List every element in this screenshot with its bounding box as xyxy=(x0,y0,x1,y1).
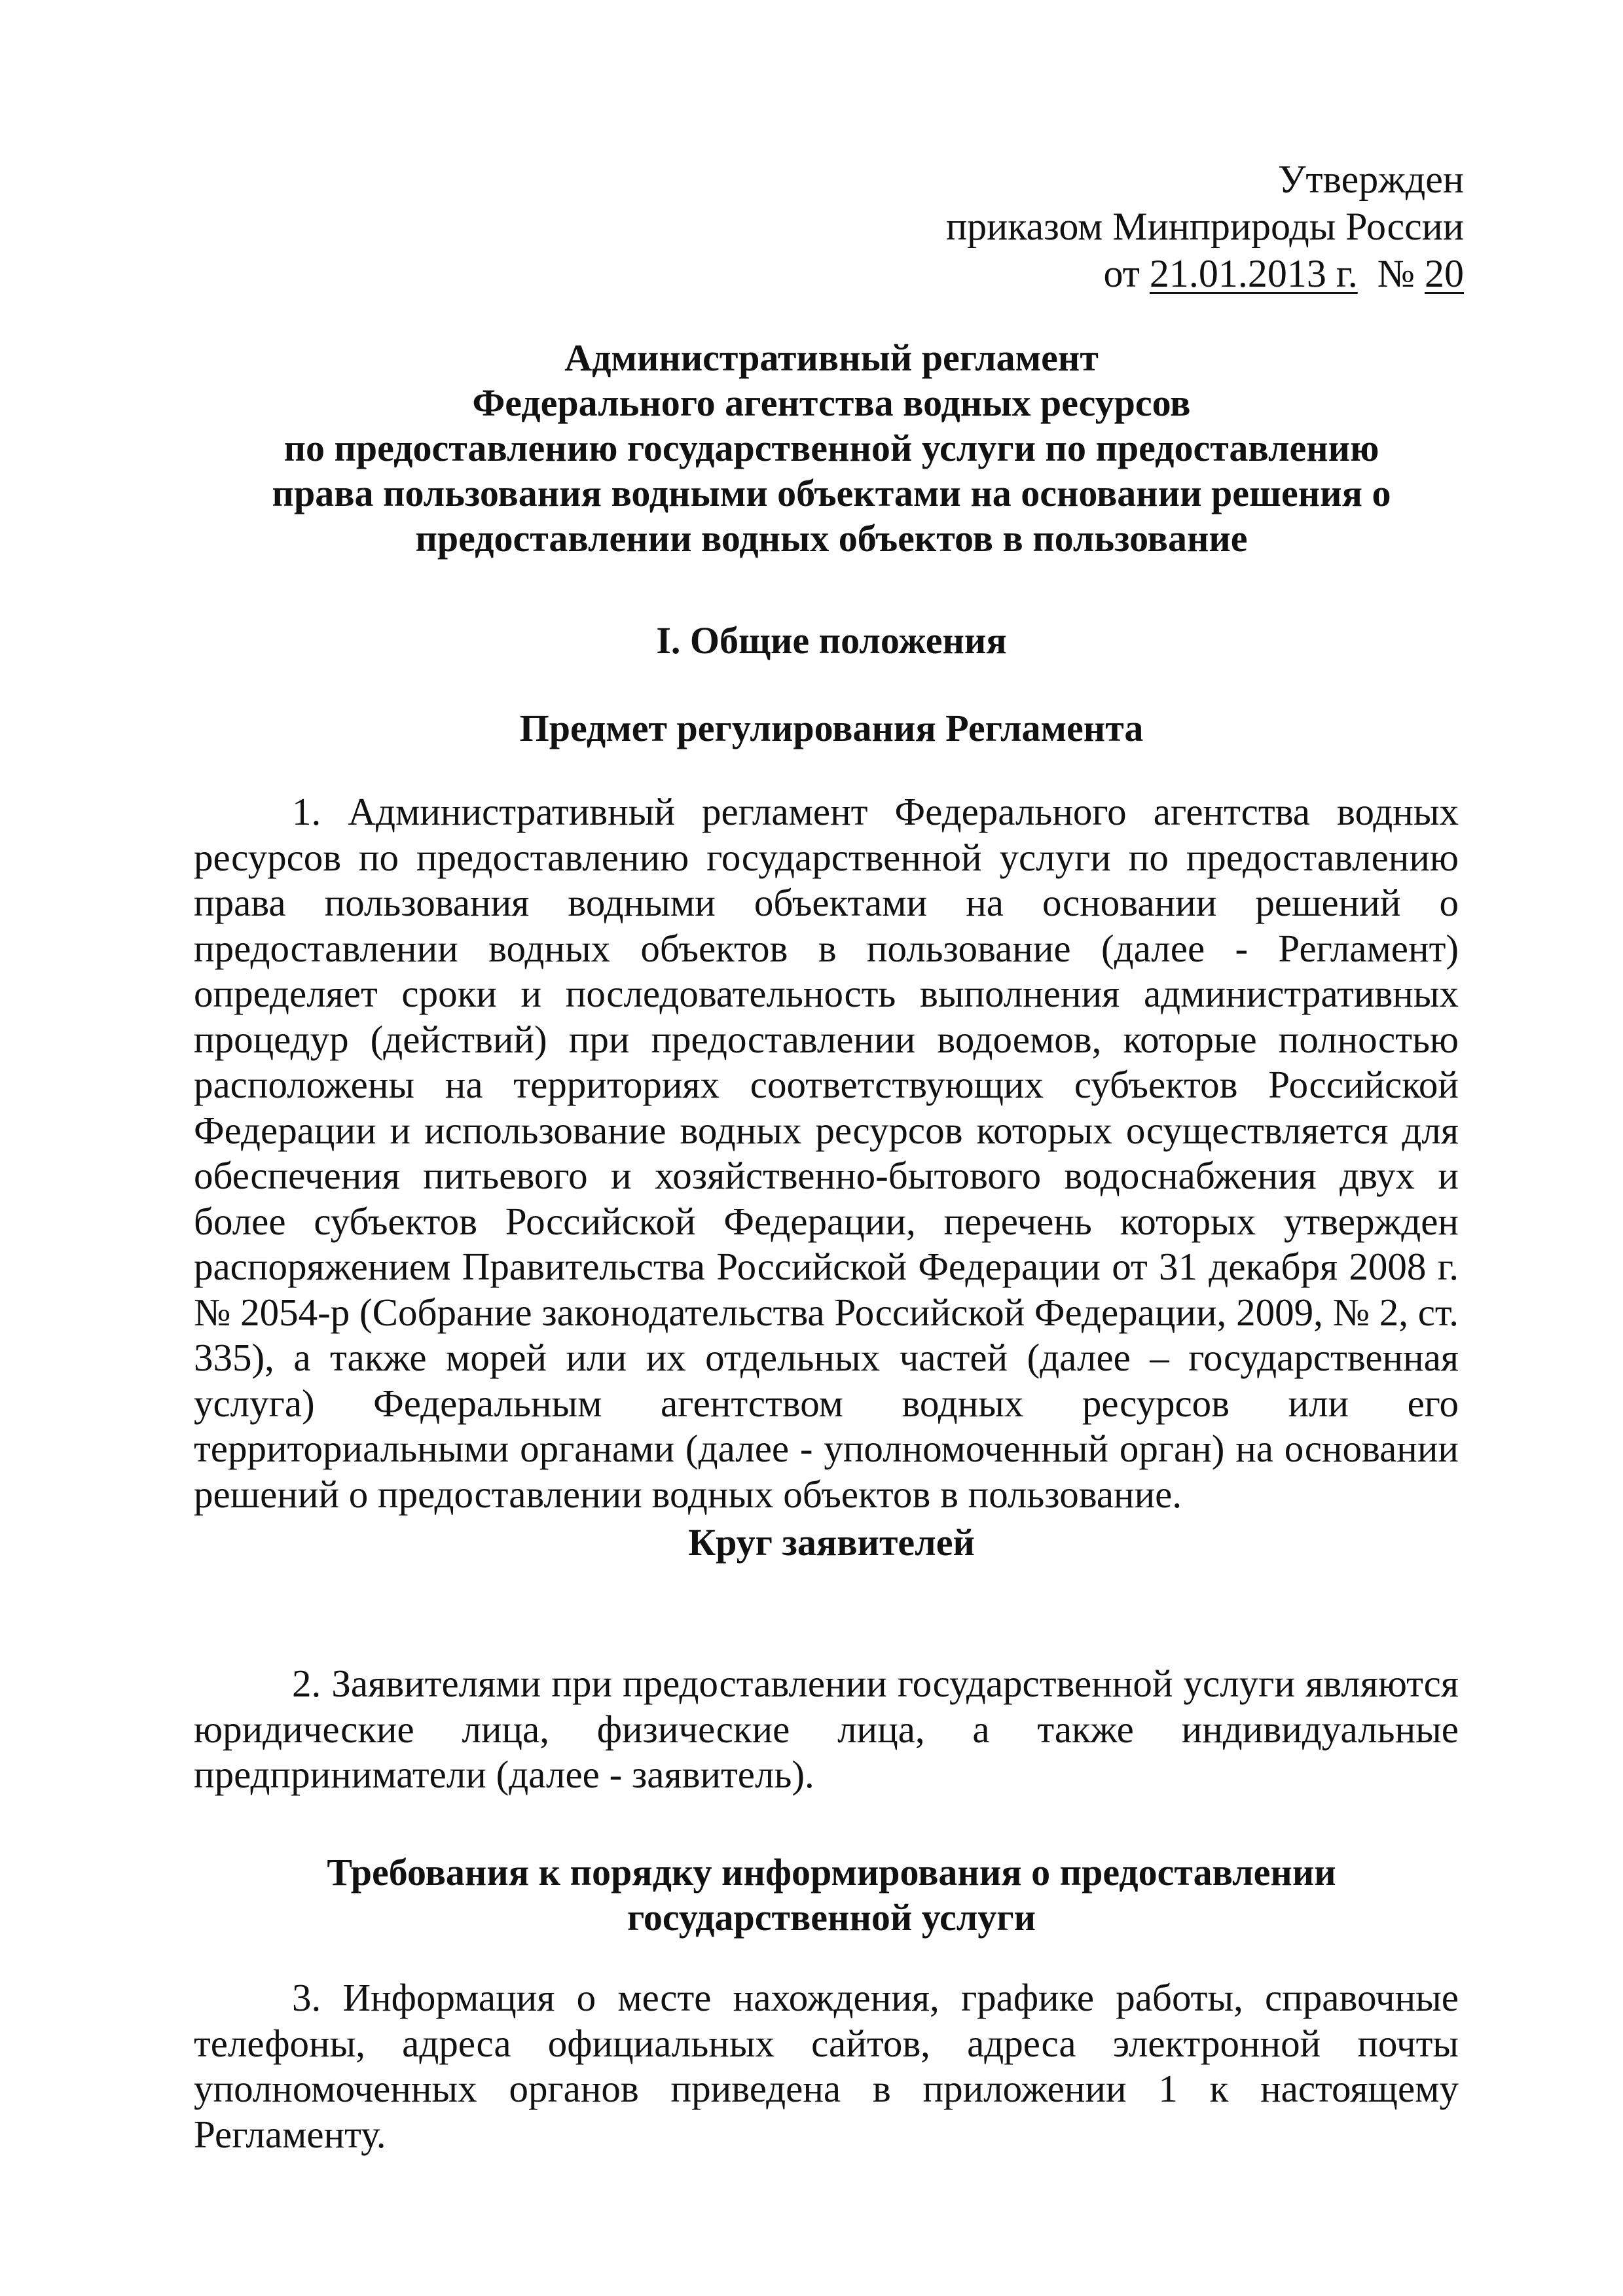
approval-line-date xyxy=(946,250,1464,297)
paragraph-2: 2. Заявителями при предоставлении государственной услуги являются юридические лица, физические лица, а также индивидуальные предприниматели (далее - заявитель). xyxy=(194,1662,1459,1796)
title-line: Административный регламент xyxy=(564,336,1099,379)
approval-stamp xyxy=(946,156,1464,297)
approval-line-approved: Утвержден xyxy=(1277,158,1464,201)
subject-heading: Предмет регулирования Регламента xyxy=(519,707,1144,749)
section-heading: I. Общие положения xyxy=(656,619,1007,662)
title-line: по предоставлению государственной услуги по предоставлению xyxy=(283,427,1379,469)
document-title xyxy=(196,335,1467,561)
approval-line-order: приказом Минприроды России xyxy=(945,205,1464,248)
paragraph-1: 1. Административный регламент Федерального агентства водных ресурсов по предоставлению государственной услуги по предоставлению права пользования водными объектами на основании решений о предоставлении водных объектов в пользование (далее - Регламент) определяет сроки и последовательность выполнения административных процедур (действий) при предоставлении водоемов, которые полностью расположены на территориях соответствующих субъектов Российской Федерации и использование водных ресурсов которых осуществляется для обеспечения питьевого и хозяйственно-бытового водоснабжения двух и более субъектов Российской Федерации, перечень которых утвержден распоряжением Правительства Российской Федерации от 31 декабря 2008 г. № 2054-р (Собрание законодательства Российской Федерации, 2009, № 2, ст. 335), а также морей или их отдельных частей (далее – государственная услуга) Федеральным агентством водных ресурсов или его территориальными органами (далее - уполномоченный орган) на основании решений о предоставлении водных объектов в пользование. xyxy=(194,790,1459,1516)
approval-number: 20 xyxy=(1425,252,1464,295)
approval-date-prefix: от xyxy=(1103,252,1140,295)
approval-number-sign: № xyxy=(1377,252,1415,295)
applicants-heading: Круг заявителей xyxy=(688,1521,975,1564)
info-heading-line-2: государственной услуги xyxy=(627,1896,1036,1939)
info-heading-line-1: Требования к порядку информирования о предоставлении xyxy=(327,1851,1336,1893)
title-line: Федерального агентства водных ресурсов xyxy=(472,382,1191,424)
title-line: предоставлении водных объектов в пользование xyxy=(415,517,1248,560)
approval-date: 21.01.2013 г. xyxy=(1149,252,1358,295)
paragraph-3: 3. Информация о месте нахождения, графике работы, справочные телефоны, адреса официальных сайтов, адреса электронной почты уполномоченных органов приведена в приложении 1 к настоящему Регламенту. xyxy=(194,1976,1459,2156)
title-line: права пользования водными объектами на основании решения о xyxy=(272,472,1391,514)
